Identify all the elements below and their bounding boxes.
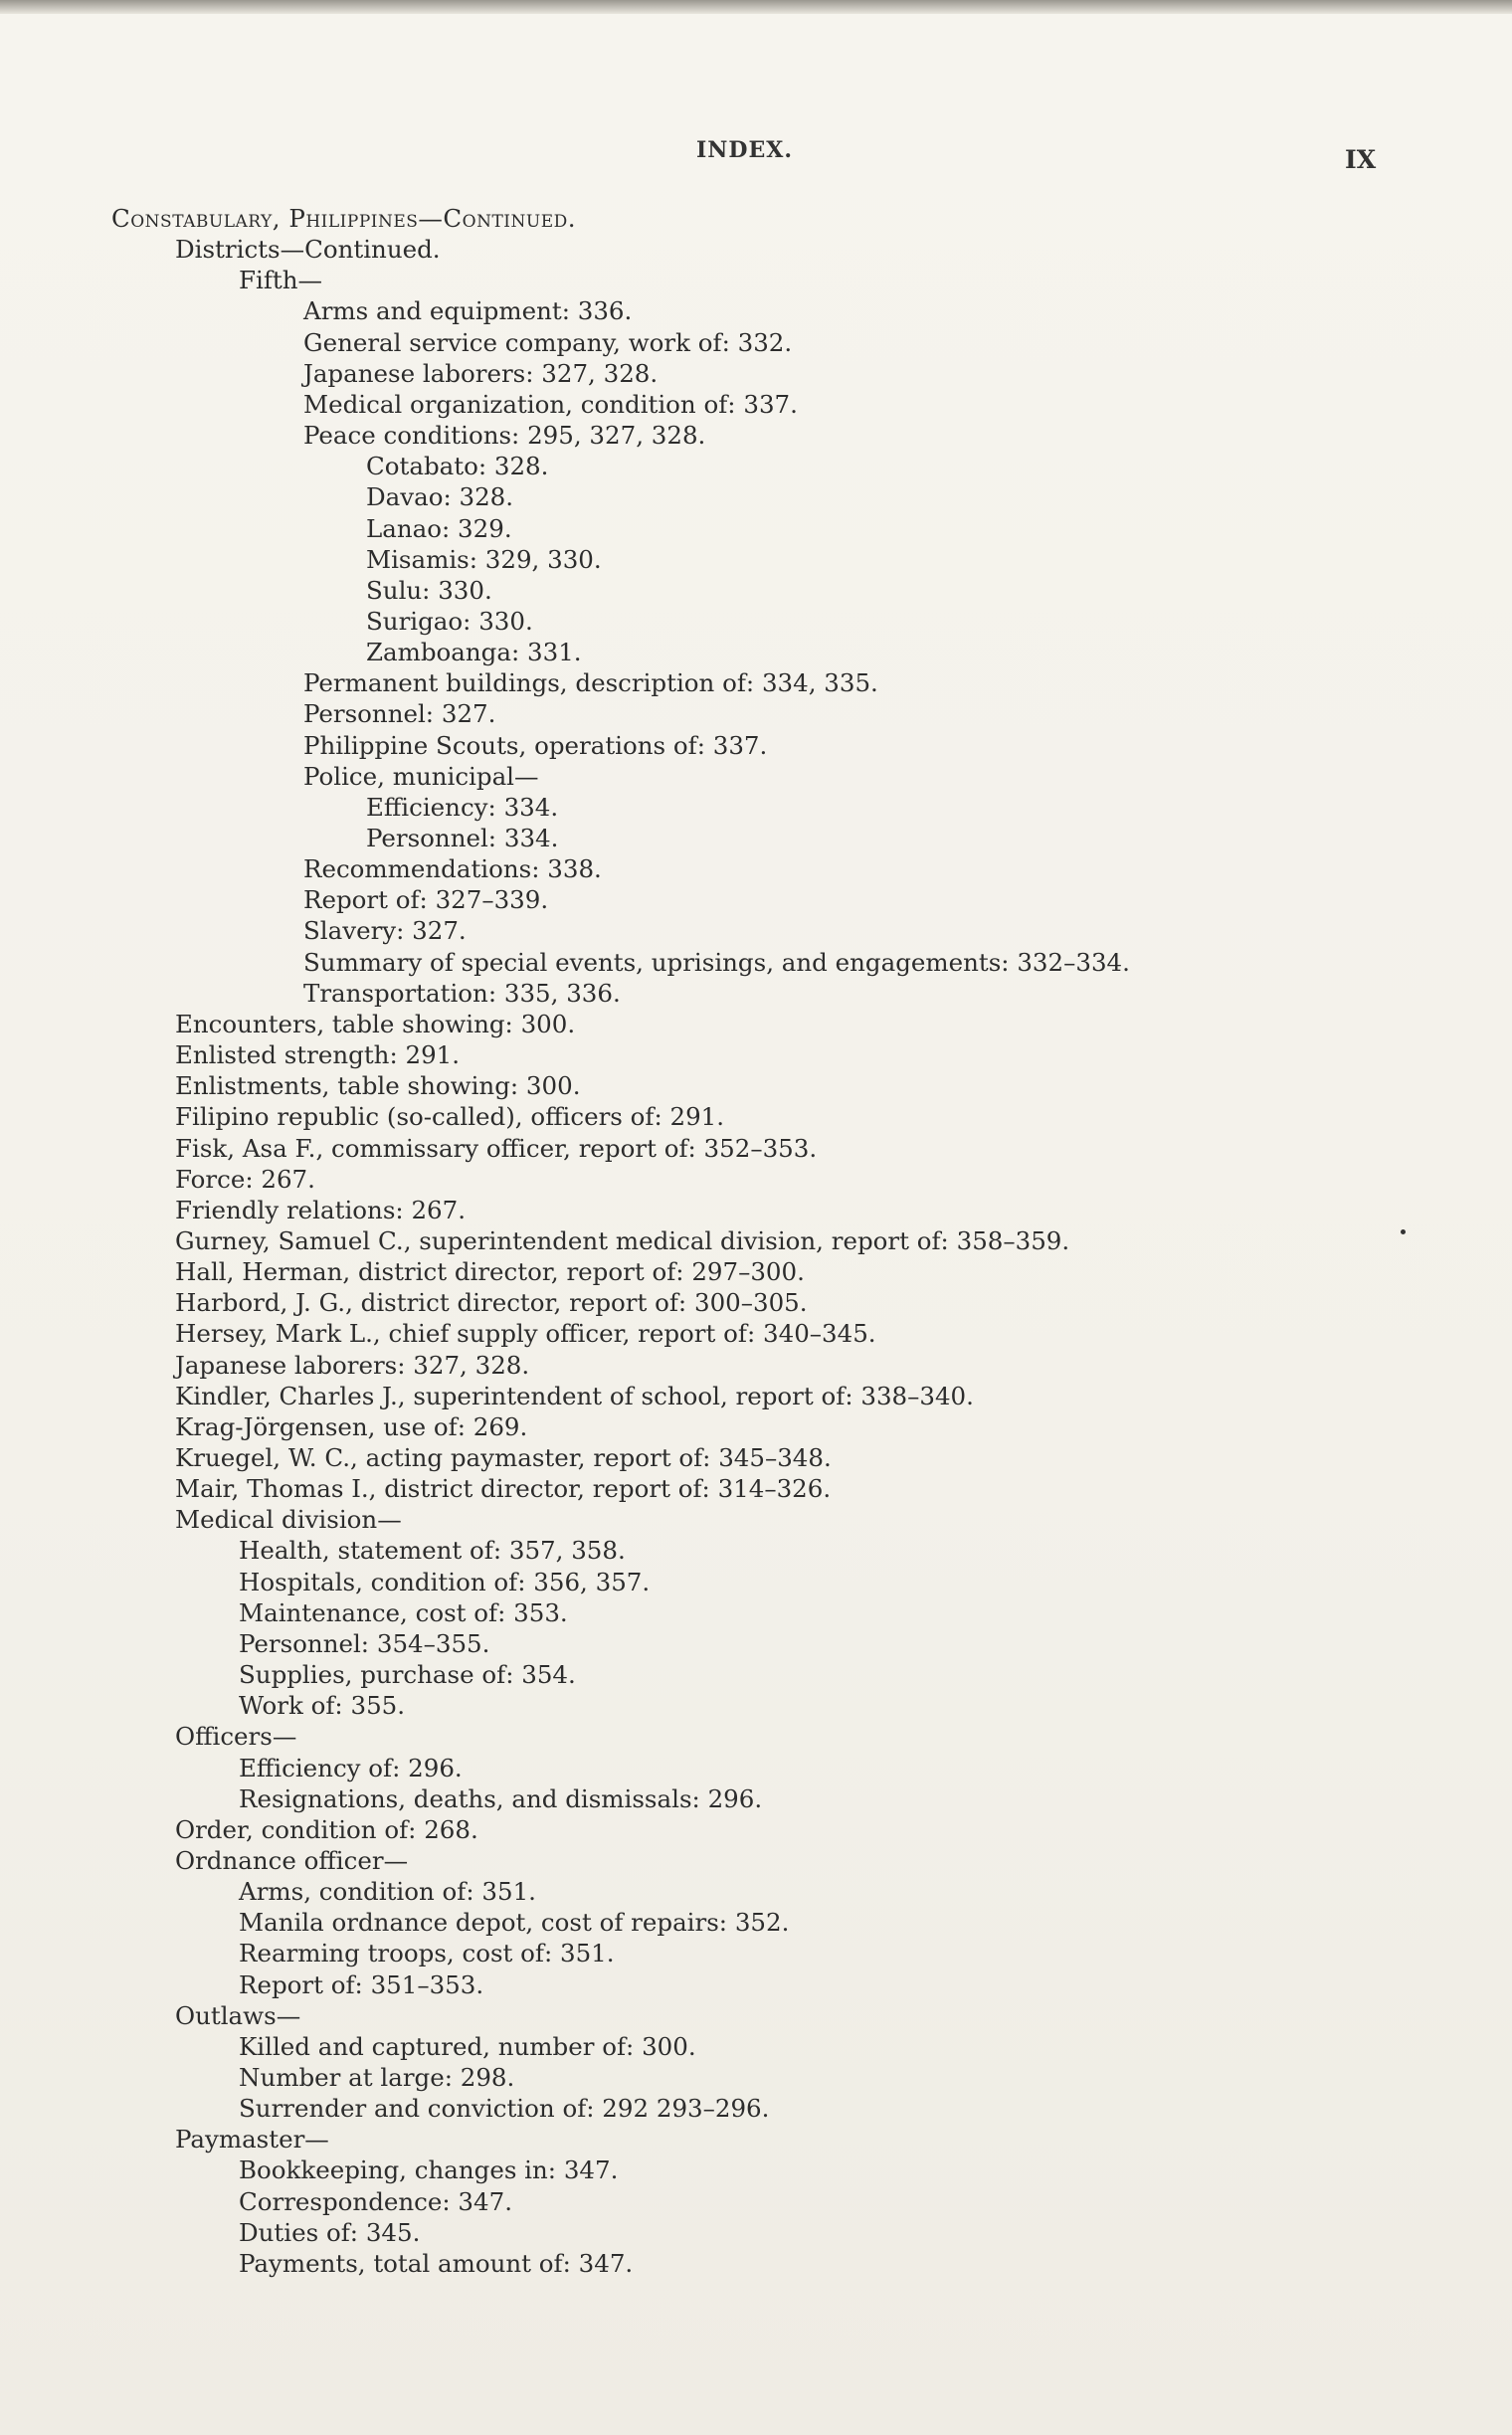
index-entry: Encounters, table showing: 300.	[175, 1010, 576, 1038]
index-entry: Personnel: 334.	[366, 824, 559, 852]
index-entry: Recommendations: 338.	[303, 854, 602, 883]
index-entry: Gurney, Samuel C., superintendent medical division, report of: 358–359.	[175, 1226, 1070, 1255]
index-entry: Hospitals, condition of: 356, 357.	[239, 1568, 651, 1596]
index-entry: Misamis: 329, 330.	[366, 545, 602, 574]
index-entry: Arms and equipment: 336.	[303, 296, 633, 325]
index-entry: Philippine Scouts, operations of: 337.	[303, 731, 768, 760]
index-entry: Medical division—	[175, 1505, 402, 1534]
index-entry: Report of: 351–353.	[239, 1970, 484, 1999]
index-entry: Surrender and conviction of: 292 293–296.	[239, 2094, 770, 2123]
index-entry: Kruegel, W. C., acting paymaster, report of: 345–348.	[175, 1443, 832, 1472]
index-entry: Districts—Continued.	[175, 235, 441, 264]
ink-speck	[1401, 1229, 1406, 1234]
index-entry: Hall, Herman, district director, report of: 297–300.	[175, 1257, 805, 1286]
index-entry: Maintenance, cost of: 353.	[239, 1598, 568, 1627]
index-entry: Peace conditions: 295, 327, 328.	[303, 421, 706, 450]
index-entry: Davao: 328.	[366, 482, 514, 511]
index-entry: Friendly relations: 267.	[175, 1196, 467, 1224]
index-entry: Harbord, J. G., district director, report of: 300–305.	[175, 1288, 808, 1317]
index-entry: Cotabato: 328.	[366, 452, 549, 480]
index-entry: Hersey, Mark L., chief supply officer, report of: 340–345.	[175, 1319, 876, 1348]
index-entry: Police, municipal—	[303, 762, 539, 791]
index-entry: Fisk, Asa F., commissary officer, report of: 352–353.	[175, 1134, 818, 1163]
page-top-edge	[0, 0, 1512, 14]
index-entry: Report of: 327–339.	[303, 885, 549, 914]
index-entry: Lanao: 329.	[366, 514, 512, 543]
index-entry: Number at large: 298.	[239, 2063, 515, 2092]
index-entry: Enlisted strength: 291.	[175, 1040, 461, 1069]
index-entry: Personnel: 354–355.	[239, 1629, 490, 1658]
index-entry: Manila ordnance depot, cost of repairs: 352.	[239, 1908, 790, 1937]
index-entry: Japanese laborers: 327, 328.	[175, 1351, 530, 1380]
index-entry: Outlaws—	[175, 2001, 301, 2030]
index-entry: Efficiency: 334.	[366, 793, 559, 822]
index-entry: Transportation: 335, 336.	[303, 979, 621, 1008]
index-entry: Kindler, Charles J., superintendent of school, report of: 338–340.	[175, 1382, 974, 1410]
index-entry: Zamboanga: 331.	[366, 638, 582, 666]
index-entry: Medical organization, condition of: 337.	[303, 390, 798, 419]
index-entry: Ordnance officer—	[175, 1846, 409, 1875]
index-entry: Slavery: 327.	[303, 916, 467, 945]
index-entry: Mair, Thomas I., district director, report of: 314–326.	[175, 1474, 832, 1503]
index-entry: Payments, total amount of: 347.	[239, 2249, 634, 2278]
index-entry: Japanese laborers: 327, 328.	[303, 359, 659, 388]
index-entry: Bookkeeping, changes in: 347.	[239, 2155, 619, 2184]
index-entry: Arms, condition of: 351.	[239, 1877, 536, 1906]
index-entry: Personnel: 327.	[303, 699, 496, 728]
index-entry: Duties of: 345.	[239, 2218, 421, 2247]
index-entry: Correspondence: 347.	[239, 2187, 512, 2216]
index-heading: Constabulary, Philippines—Continued.	[111, 204, 577, 233]
index-entry: Permanent buildings, description of: 334, 335.	[303, 668, 878, 697]
index-entry: Surigao: 330.	[366, 607, 533, 636]
index-entry: Summary of special events, uprisings, and engagements: 332–334.	[303, 948, 1130, 977]
page-number: IX	[1345, 145, 1377, 174]
index-entry: Efficiency of: 296.	[239, 1754, 463, 1782]
index-entry: General service company, work of: 332.	[303, 328, 793, 357]
index-entry: Rearming troops, cost of: 351.	[239, 1939, 615, 1967]
index-entry: Killed and captured, number of: 300.	[239, 2032, 696, 2061]
index-entry: Filipino republic (so-called), officers of: 291.	[175, 1102, 725, 1131]
index-entry: Force: 267.	[175, 1165, 315, 1194]
index-entry: Order, condition of: 268.	[175, 1815, 478, 1844]
index-entry: Fifth—	[239, 266, 323, 294]
index-entry: Krag-Jörgensen, use of: 269.	[175, 1412, 528, 1441]
index-entry: Health, statement of: 357, 358.	[239, 1536, 626, 1565]
running-head: INDEX.	[696, 137, 793, 163]
index-entry: Sulu: 330.	[366, 576, 492, 605]
index-entry: Officers—	[175, 1722, 297, 1751]
index-entry: Enlistments, table showing: 300.	[175, 1071, 581, 1100]
index-entry: Supplies, purchase of: 354.	[239, 1660, 576, 1689]
index-entry: Paymaster—	[175, 2125, 329, 2154]
index-entry: Resignations, deaths, and dismissals: 296.	[239, 1784, 763, 1813]
index-entry: Work of: 355.	[239, 1691, 406, 1720]
